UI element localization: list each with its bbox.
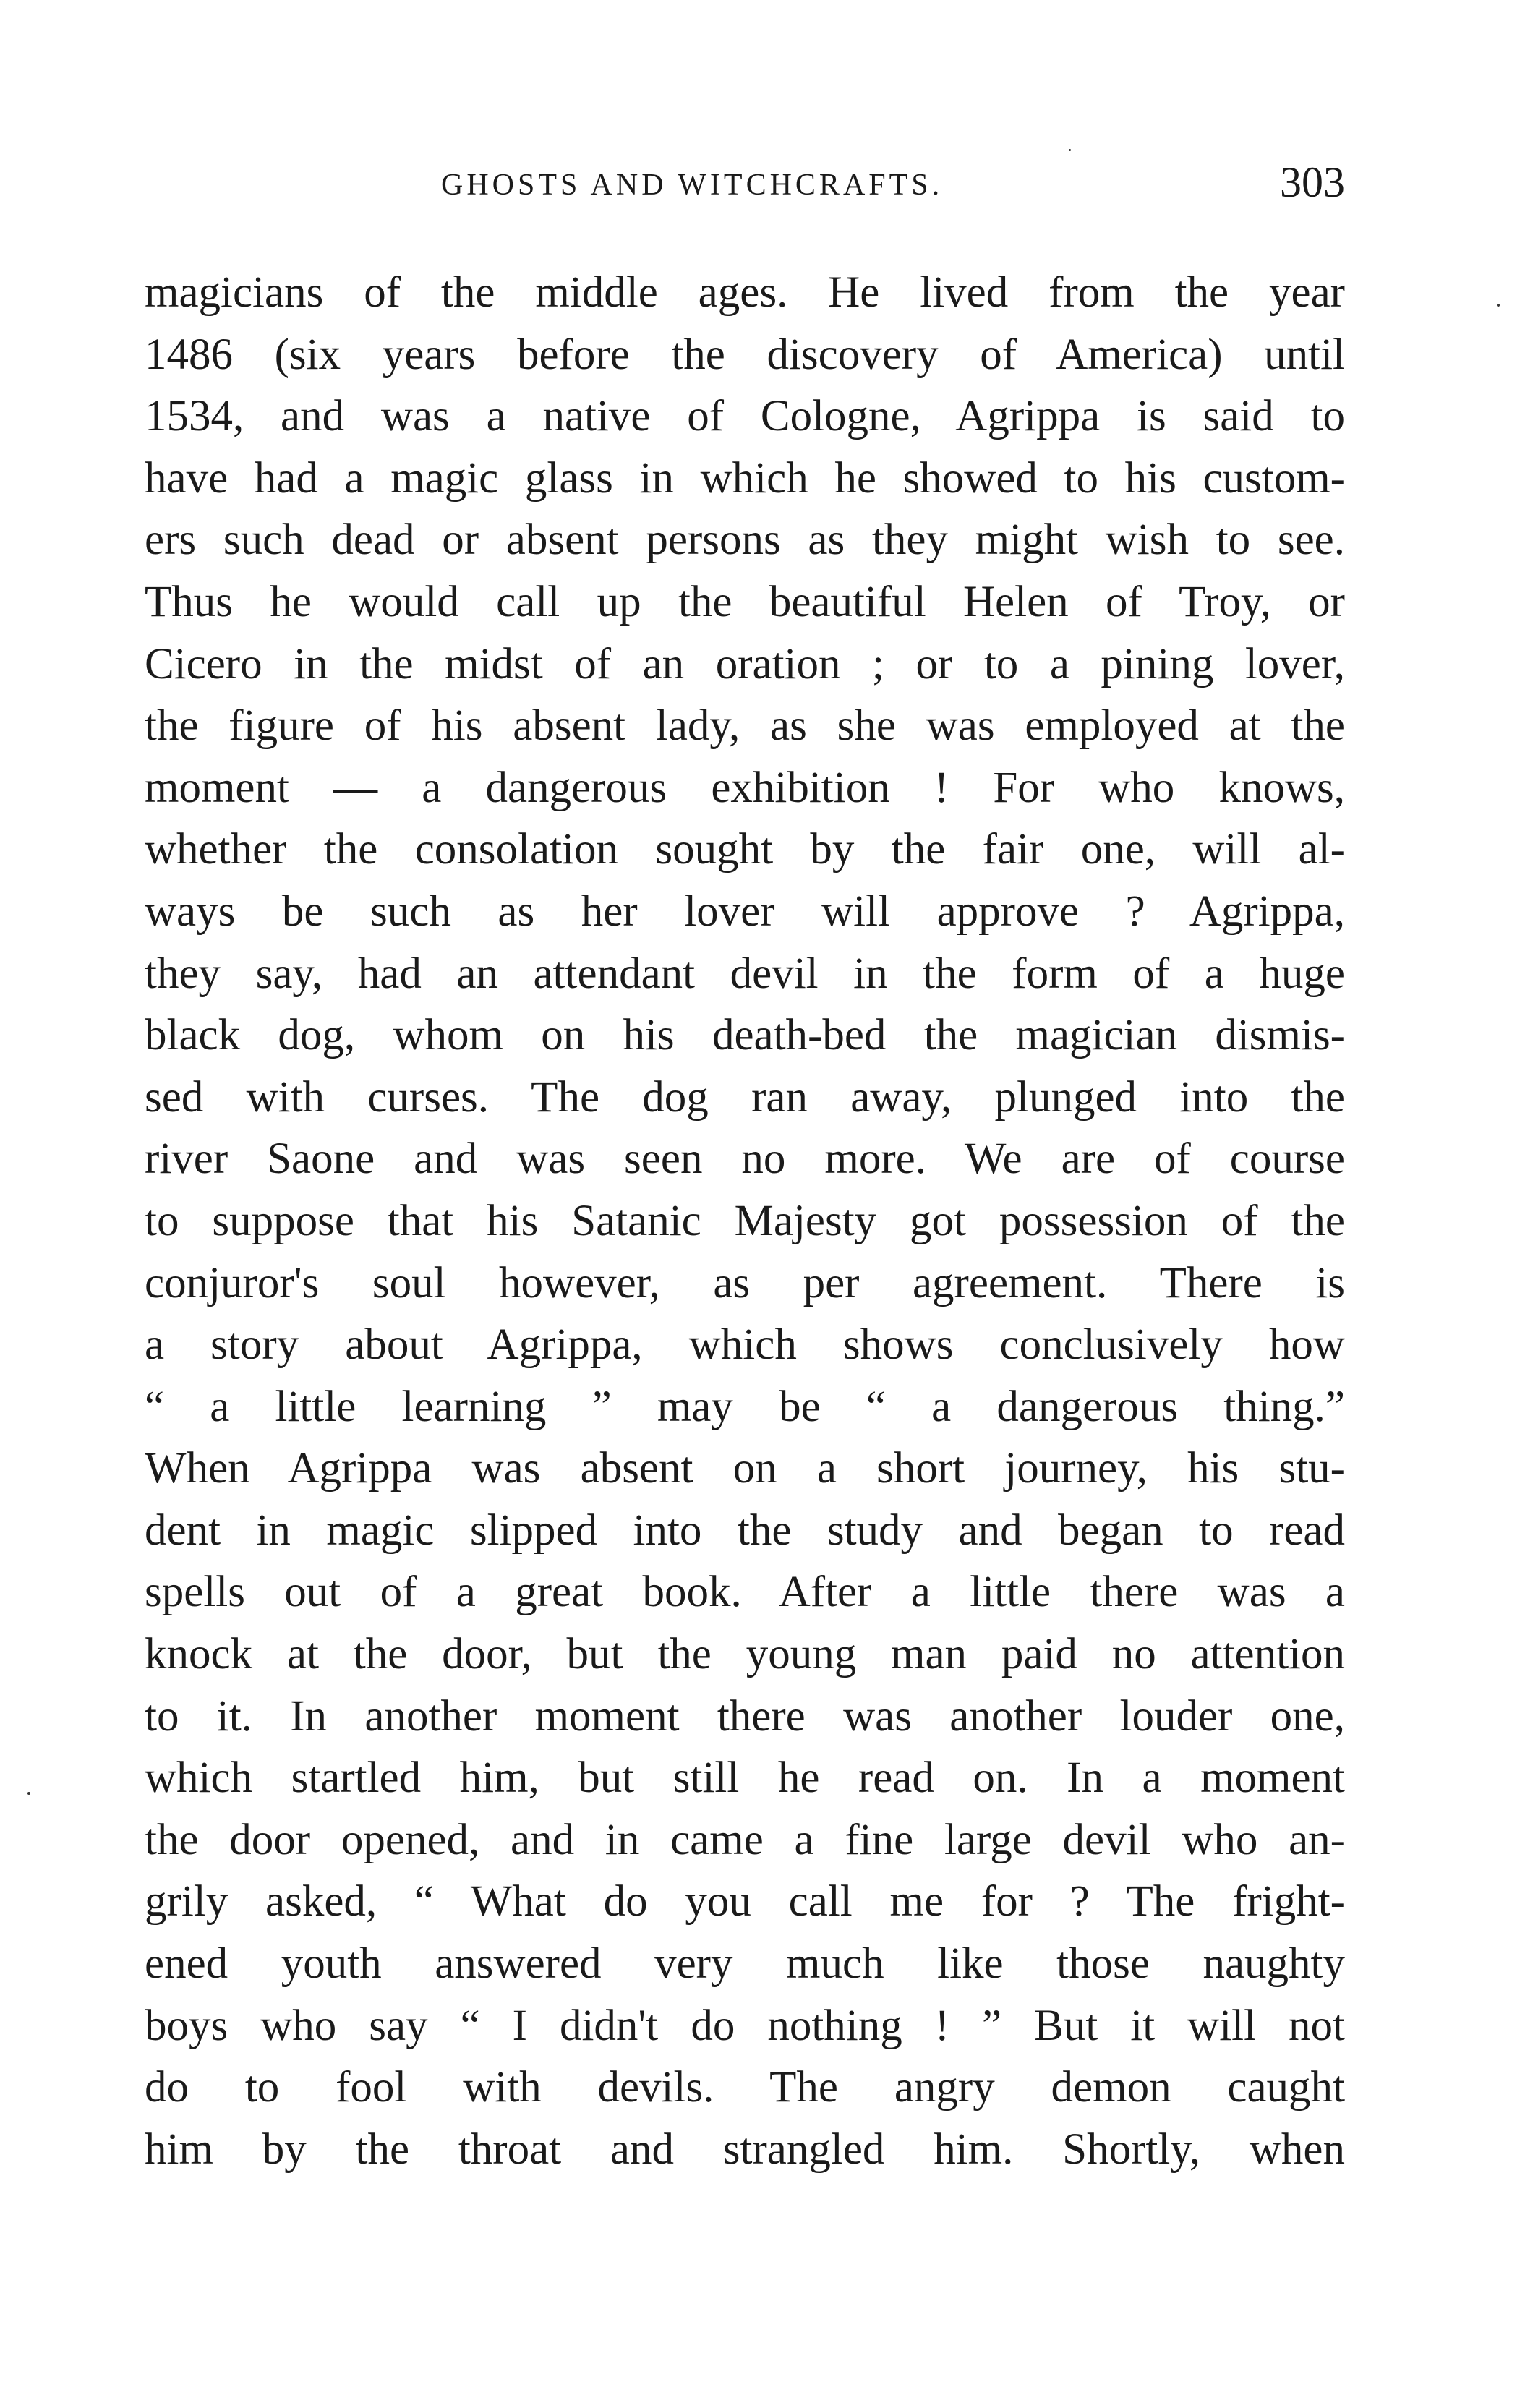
text-line: to suppose that his Satanic Majesty got possession of the xyxy=(145,1196,1345,1245)
text-line: spells out of a great book. After a little there was a xyxy=(145,1568,1345,1617)
text-line: the figure of his absent lady, as she was employed at the xyxy=(145,701,1345,751)
paper-speck xyxy=(1497,304,1500,307)
text-line: ened youth answered very much like those naughty xyxy=(145,1939,1345,1989)
text-line: river Saone and was seen no more. We are of course xyxy=(145,1135,1345,1184)
text-line: knock at the door, but the young man paid no attention xyxy=(145,1630,1345,1679)
text-line: they say, had an attendant devil in the form of a huge xyxy=(145,949,1345,998)
text-line: moment — a dangerous exhibition ! For who knows, xyxy=(145,763,1345,812)
text-line: grily asked, “ What do you call me for ? The fright- xyxy=(145,1877,1345,1926)
text-line: Cicero in the midst of an oration ; or to a pining lover, xyxy=(145,639,1345,688)
text-line: ways be such as her lover will approve ? Agrippa, xyxy=(145,887,1345,936)
text-line: boys who say “ I didn't do nothing ! ” But it will not xyxy=(145,2001,1345,2050)
text-line: do to fool with devils. The angry demon caught xyxy=(145,2063,1345,2112)
text-line: which startled him, but still he read on. In a moment xyxy=(145,1754,1345,1803)
running-head: GHOSTS AND WITCHCRAFTS. xyxy=(441,168,944,202)
page-header xyxy=(145,158,1345,223)
text-line: 1486 (six years before the discovery of America) until xyxy=(145,330,1345,379)
text-line: black dog, whom on his death-bed the magician dismis- xyxy=(145,1011,1345,1060)
text-line: whether the consolation sought by the fair one, will al- xyxy=(145,825,1345,874)
page-number: 303 xyxy=(1280,158,1345,206)
text-line: to it. In another moment there was another louder one, xyxy=(145,1691,1345,1741)
text-line: a story about Agrippa, which shows conclusively how xyxy=(145,1320,1345,1370)
body-text xyxy=(145,262,1345,2180)
text-line: sed with curses. The dog ran away, plunged into the xyxy=(145,1072,1345,1122)
text-line: him by the throat and strangled him. Shortly, when xyxy=(145,2125,1345,2174)
text-line: dent in magic slipped into the study and began to read xyxy=(145,1506,1345,1555)
text-line: 1534, and was a native of Cologne, Agrippa is said to xyxy=(145,392,1345,441)
text-line: conjuror's soul however, as per agreement. There is xyxy=(145,1258,1345,1307)
text-line: magicians of the middle ages. He lived from the year xyxy=(145,268,1345,317)
text-line: “ a little learning ” may be “ a dangerous thing.” xyxy=(145,1382,1345,1431)
text-line: the door opened, and in came a fine large devil who an- xyxy=(145,1815,1345,1864)
paper-speck xyxy=(1069,149,1071,151)
paper-speck xyxy=(27,1792,30,1795)
text-line: Thus he would call up the beautiful Helen of Troy, or xyxy=(145,577,1345,626)
text-line: ers such dead or absent persons as they might wish to see. xyxy=(145,516,1345,565)
text-line: When Agrippa was absent on a short journey, his stu- xyxy=(145,1444,1345,1493)
text-line: have had a magic glass in which he showed to his custom- xyxy=(145,453,1345,503)
